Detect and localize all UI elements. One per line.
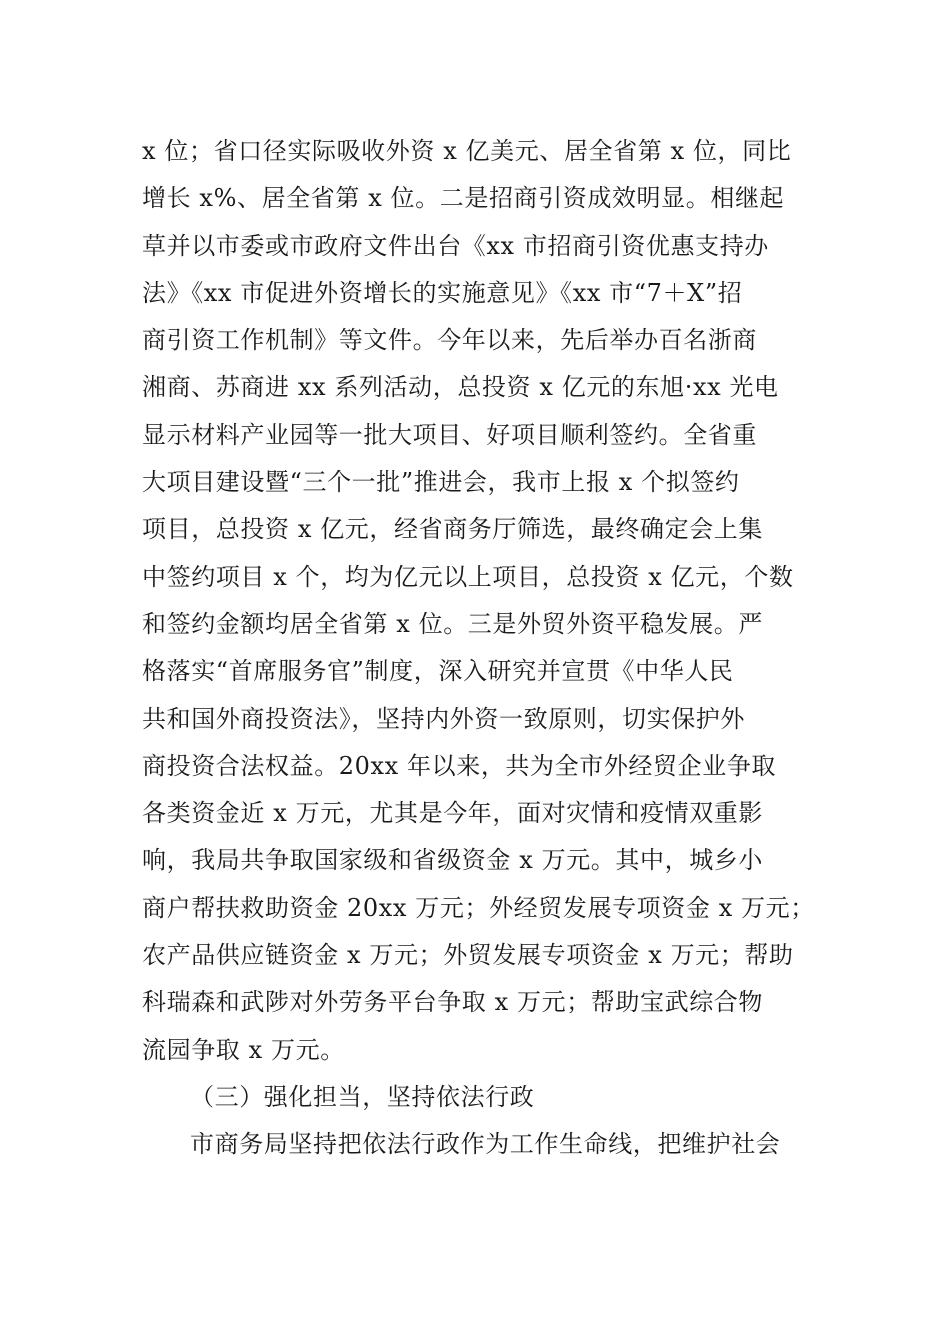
section-heading: （三）强化担当，坚持依法行政 [190, 1082, 535, 1111]
text-line: 各类资金近 x 万元，尤其是今年，面对灾情和疫情双重影 [142, 799, 763, 828]
text-line: 增长 x%、居全省第 x 位。二是招商引资成效明显。相继起 [142, 184, 785, 213]
text-line: 共和国外商投资法》，坚持内外资一致原则，切实保护外 [142, 704, 745, 733]
text-line: x 位；省口径实际吸收外资 x 亿美元、居全省第 x 位，同比 [142, 137, 792, 165]
body-text [142, 128, 832, 1169]
text-line: 响，我局共争取国家级和省级资金 x 万元。其中，城乡小 [142, 846, 763, 875]
text-line: 项目，总投资 x 亿元，经省商务厅筛选，最终确定会上集 [142, 515, 763, 544]
text-line: 中签约项目 x 个，均为亿元以上项目，总投资 x 亿元，个数 [142, 562, 794, 591]
text-line: 草并以市委或市政府文件出台《xx 市招商引资优惠支持办 [142, 231, 769, 260]
text-line: 流园争取 x 万元。 [142, 1035, 345, 1064]
text-line: 显示材料产业园等一批大项目、好项目顺利签约。全省重 [142, 420, 757, 449]
text-line: 商户帮扶救助资金 20xx 万元；外经贸发展专项资金 x 万元； [142, 893, 815, 922]
text-line: 法》《xx 市促进外资增长的实施意见》《xx 市“7＋X”招 [142, 278, 743, 307]
text-line: 科瑞森和武陟对外劳务平台争取 x 万元；帮助宝武综合物 [142, 988, 763, 1017]
paragraph-start: 市商务局坚持把依法行政作为工作生命线，把维护社会 [190, 1130, 781, 1159]
text-line: 农产品供应链资金 x 万元；外贸发展专项资金 x 万元；帮助 [142, 941, 794, 970]
text-line: 大项目建设暨“三个一批”推进会，我市上报 x 个拟签约 [142, 468, 740, 497]
text-line: 和签约金额均居全省第 x 位。三是外贸外资平稳发展。严 [142, 609, 763, 638]
text-line: 湘商、苏商进 xx 系列活动，总投资 x 亿元的东旭·xx 光电 [142, 373, 779, 402]
text-line: 格落实“首席服务官”制度，深入研究并宣贯《中华人民 [142, 657, 734, 686]
text-line: 商引资工作机制》等文件。今年以来，先后举办百名浙商 [142, 326, 757, 355]
text-line: 商投资合法权益。20xx 年以来，共为全市外经贸企业争取 [142, 751, 777, 780]
